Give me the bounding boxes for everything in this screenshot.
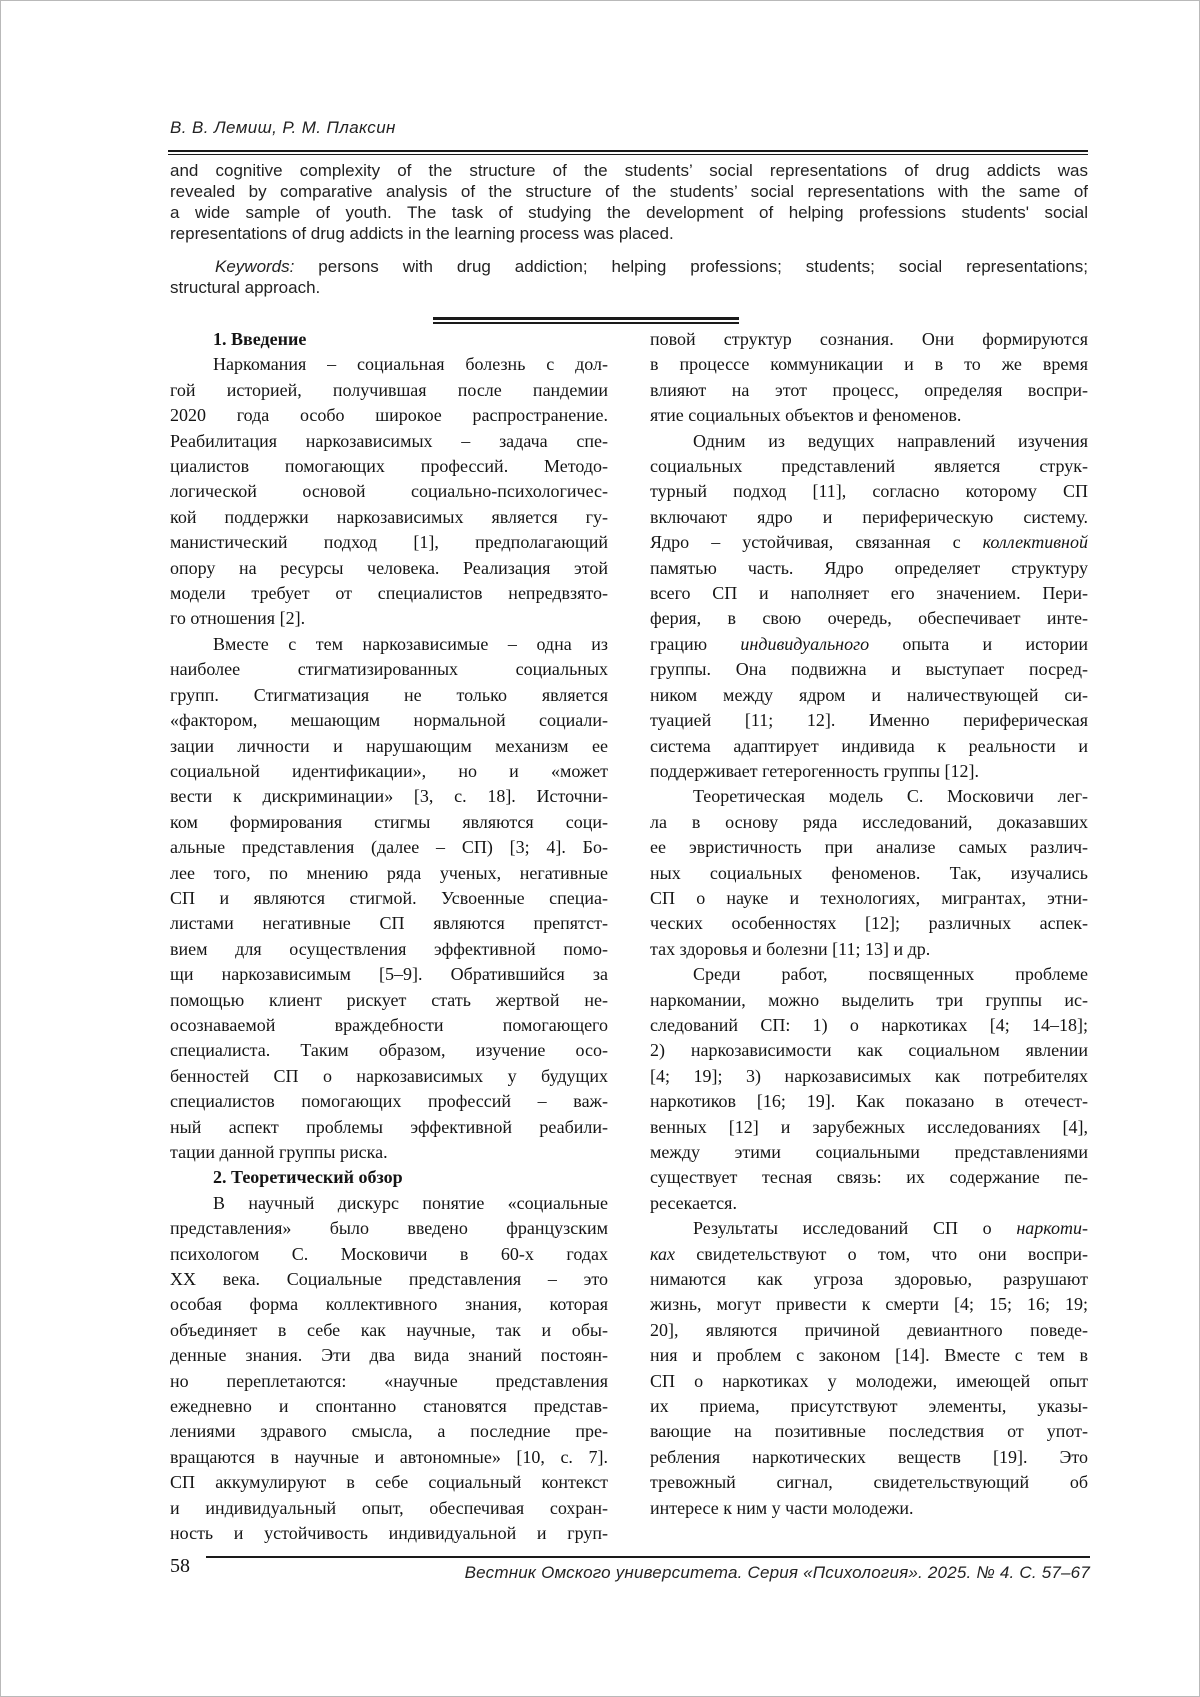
divider-thick-line	[433, 317, 739, 320]
author-rule-thick-line	[168, 150, 1088, 152]
text-line: ность и устойчивость индивидуальной и груп-	[170, 1523, 608, 1544]
text-line: модели требует от специалистов непредвзято-	[170, 583, 608, 604]
text-line: structural approach.	[170, 278, 321, 297]
text-line: венных [12] и зарубежных исследованиях [4],	[650, 1116, 1088, 1137]
text-line: осознаваемой враждебности помогающего	[170, 1014, 608, 1035]
text-line: кой поддержки наркозависимых является гу-	[170, 506, 608, 527]
text-line: ный аспект проблемы эффективной реабили-	[170, 1116, 608, 1137]
text-line: лее того, по мнению ряда ученых, негативные	[170, 862, 608, 883]
text-line: зации личности и нарушающим механизм ее	[170, 735, 608, 756]
text-line: revealed by comparative analysis of the structure of the students’ social representations with the same of	[170, 182, 1088, 201]
text-line: ежедневно и спонтанно становятся представ-	[170, 1396, 608, 1417]
text-line: ных социальных феноменов. Так, изучались	[650, 862, 1088, 883]
text-line: лениями здравого смысла, а последние пре-	[170, 1421, 608, 1442]
text-line: турный подход [11], согласно которому СП	[650, 481, 1088, 502]
text-line: тах здоровья и болезни [11; 13] и др.	[650, 938, 931, 959]
text-line: система адаптирует индивида к реальности и	[650, 735, 1088, 756]
text-line: бенностей СП о наркозависимых у будущих	[170, 1065, 608, 1086]
text-line: специалистов помогающих профессий – важ-	[170, 1091, 608, 1112]
text-line: вести к дискриминации» [3, с. 18]. Источни-	[170, 786, 608, 807]
text-line: ребления наркотических веществ [19]. Это	[650, 1446, 1088, 1467]
text-line: 2) наркозависимости как социальном явлении	[650, 1040, 1088, 1061]
text-line: ла в основу ряда исследований, доказавших	[650, 811, 1088, 832]
italic-text-segment: наркоти-	[1016, 1218, 1088, 1239]
text-line: циалистов помогающих профессий. Методо-	[170, 456, 608, 477]
text-line: щи наркозависимым [5–9]. Обратившийся за	[170, 964, 608, 985]
text-line: «фактором, мешающим нормальной социали-	[170, 710, 608, 731]
author-rule-thin-line	[168, 154, 1088, 155]
text-segment: Ядро – устойчивая, связанная с	[650, 532, 983, 553]
italic-text-segment: коллективной	[982, 532, 1088, 553]
section-heading: 2. Теоретический обзор	[213, 1167, 403, 1188]
text-line: поддерживает гетерогенность группы [12].	[650, 760, 979, 781]
text-line: и индивидуальный опыт, обеспечивая сохран-	[170, 1497, 608, 1518]
section-heading: 1. Введение	[213, 329, 307, 349]
text-line: опору на ресурсы человека. Реализация этой	[170, 557, 608, 578]
text-segment: свидетельствуют о том, что они воспри-	[674, 1243, 1088, 1264]
text-segment: грацию	[650, 633, 741, 654]
text-segment: Результаты исследований СП о	[693, 1218, 1017, 1239]
text-line: между этими социальными представлениями	[650, 1142, 1088, 1162]
text-line: СП и являются стигмой. Усвоенные специа-	[170, 887, 608, 908]
text-line: 2020 года особо широкое распространение.	[170, 405, 608, 426]
author-name: В. В. Лемиш, Р. М. Плаксин	[170, 118, 396, 137]
text-line: психологом С. Московичи в 60-х годах	[170, 1243, 608, 1264]
text-line: но переплетаются: «научные представления	[170, 1370, 608, 1391]
text-line: тации данной группы риска.	[170, 1142, 388, 1162]
text-line: В научный дискурс понятие «социальные	[213, 1192, 608, 1213]
section-divider	[433, 317, 739, 324]
text-line: СП о науке и технологиях, мигрантах, этни-	[650, 887, 1088, 908]
text-line: ческих особенностях [12]; различных аспек-	[650, 913, 1088, 934]
text-line: манистический подход [1], предполагающий	[170, 532, 608, 553]
text-line	[650, 1216, 1088, 1241]
text-segment: persons with drug addiction; helping professions; students; social representations;	[294, 257, 1088, 276]
text-line: логической основой социально-психологичес-	[170, 481, 608, 502]
text-line: a wide sample of youth. The task of studying the development of helping professions students' social	[170, 203, 1088, 222]
text-line: объединяет в себе как научные, так и обы-	[170, 1319, 608, 1340]
text-line: ния и проблем с законом [14]. Вместе с тем в	[650, 1345, 1088, 1366]
text-line: денные знания. Эти два вида знаний постоян-	[170, 1345, 608, 1366]
text-line: следований СП: 1) о наркотиках [4; 14–18];	[650, 1014, 1088, 1035]
author-rule	[168, 150, 1088, 155]
text-line: representations of drug addicts in the learning process was placed.	[170, 224, 674, 243]
text-line	[170, 256, 1088, 277]
text-line: го отношения [2].	[170, 608, 306, 629]
text-line: Теоретическая модель С. Московичи лег-	[693, 786, 1088, 807]
italic-text-segment: индивидуального	[740, 633, 870, 654]
text-line: гой историей, получившая после пандемии	[170, 379, 608, 400]
text-line: жизнь, могут привести к смерти [4; 15; 16; 19;	[650, 1294, 1088, 1315]
italic-text-segment: Keywords:	[215, 257, 295, 276]
text-line: повой структур сознания. Они формируются	[650, 329, 1088, 349]
text-line: Вместе с тем наркозависимые – одна из	[213, 633, 608, 654]
text-line: наркотиков [16; 19]. Как показано в отечест-	[650, 1091, 1088, 1112]
text-line: листами негативные СП являются препятст-	[170, 913, 608, 934]
text-line: наиболее стигматизированных социальных	[170, 659, 608, 680]
text-line: группы. Она подвижна и выступает посред-	[650, 659, 1088, 680]
text-line: интересе к ним у части молодежи.	[650, 1497, 914, 1518]
text-line: представления» было введено французским	[170, 1218, 608, 1239]
text-line: Среди работ, посвященных проблеме	[693, 964, 1088, 985]
text-line: СП о наркотиках у молодежи, имеющей опыт	[650, 1370, 1088, 1391]
text-line: влияют на этот процесс, определяя воспри-	[650, 379, 1088, 400]
text-line: Одним из ведущих направлений изучения	[693, 430, 1088, 451]
text-line: альные представления (далее – СП) [3; 4]. Бо-	[170, 837, 608, 858]
text-line: помощью клиент рискует стать жертвой не-	[170, 989, 608, 1010]
left-column	[170, 327, 608, 1547]
text-line: ком формирования стигмы являются соци-	[170, 811, 608, 832]
text-line: включают ядро и периферическую систему.	[650, 506, 1088, 527]
text-line: ресекается.	[650, 1192, 737, 1213]
text-line	[650, 1242, 1088, 1267]
text-line: особая форма коллективного знания, которая	[170, 1294, 608, 1315]
text-line: ферия, в свою очередь, обеспечивает инте-	[650, 608, 1088, 629]
text-line: социальной идентификации», но и «может	[170, 760, 608, 781]
text-line: Реабилитация наркозависимых – задача спе-	[170, 430, 608, 451]
text-line: их приема, присутствуют элементы, указы-	[650, 1396, 1088, 1417]
text-line: вием для осуществления эффективной помо-	[170, 938, 608, 959]
text-line: памятью часть. Ядро определяет структуру	[650, 557, 1088, 578]
text-line: в процессе коммуникации и в то же время	[650, 354, 1088, 375]
text-line: ником между ядром и наличествующей си-	[650, 684, 1088, 705]
text-line: 20], являются причиной девиантного поведе-	[650, 1319, 1088, 1340]
footer-rule	[206, 1556, 1090, 1558]
text-line: социальных представлений является струк-	[650, 456, 1088, 477]
text-line: туацией [11; 12]. Именно периферическая	[650, 710, 1088, 731]
text-line: групп. Стигматизация не только является	[170, 684, 608, 705]
text-line: наркомании, можно выделить три группы ис-	[650, 989, 1088, 1010]
page-number: 58	[170, 1555, 190, 1577]
text-line: специалиста. Таким образом, изучение осо-	[170, 1040, 608, 1061]
text-line: вающие на позитивные последствия от упот-	[650, 1421, 1088, 1442]
text-line: and cognitive complexity of the structure of the students’ social representations of drug addicts was	[170, 161, 1088, 180]
right-column	[650, 327, 1088, 1521]
text-line: [4; 19]; 3) наркозависимых как потребителях	[650, 1065, 1088, 1086]
text-line	[650, 530, 1088, 555]
text-line: существует тесная связь: их содержание пе-	[650, 1167, 1088, 1188]
text-line: Наркомания – социальная болезнь с дол-	[213, 354, 608, 375]
keywords-text	[170, 256, 1088, 298]
text-line: вращаются в научные и автономные» [10, с. 7].	[170, 1446, 608, 1467]
divider-thin-line	[433, 322, 739, 324]
abstract-text	[170, 160, 1088, 244]
text-line: тревожный сигнал, свидетельствующий об	[650, 1472, 1088, 1493]
text-line: всего СП и наполняет его значением. Пери-	[650, 583, 1088, 604]
text-line	[650, 632, 1088, 657]
text-segment: опыта и истории	[869, 633, 1088, 654]
text-line: СП аккумулируют в себе социальный контекст	[170, 1472, 608, 1493]
text-line: нимаются как угроза здоровью, разрушают	[650, 1269, 1088, 1290]
text-line: ятие социальных объектов и феноменов.	[650, 405, 962, 426]
text-line: XX века. Социальные представления – это	[170, 1269, 608, 1290]
italic-text-segment: ках	[650, 1243, 675, 1264]
text-line: ее эвристичность при анализе самых различ-	[650, 837, 1088, 858]
journal-reference: Вестник Омского университета. Серия «Психология». 2025. № 4. С. 57–67	[464, 1563, 1090, 1582]
